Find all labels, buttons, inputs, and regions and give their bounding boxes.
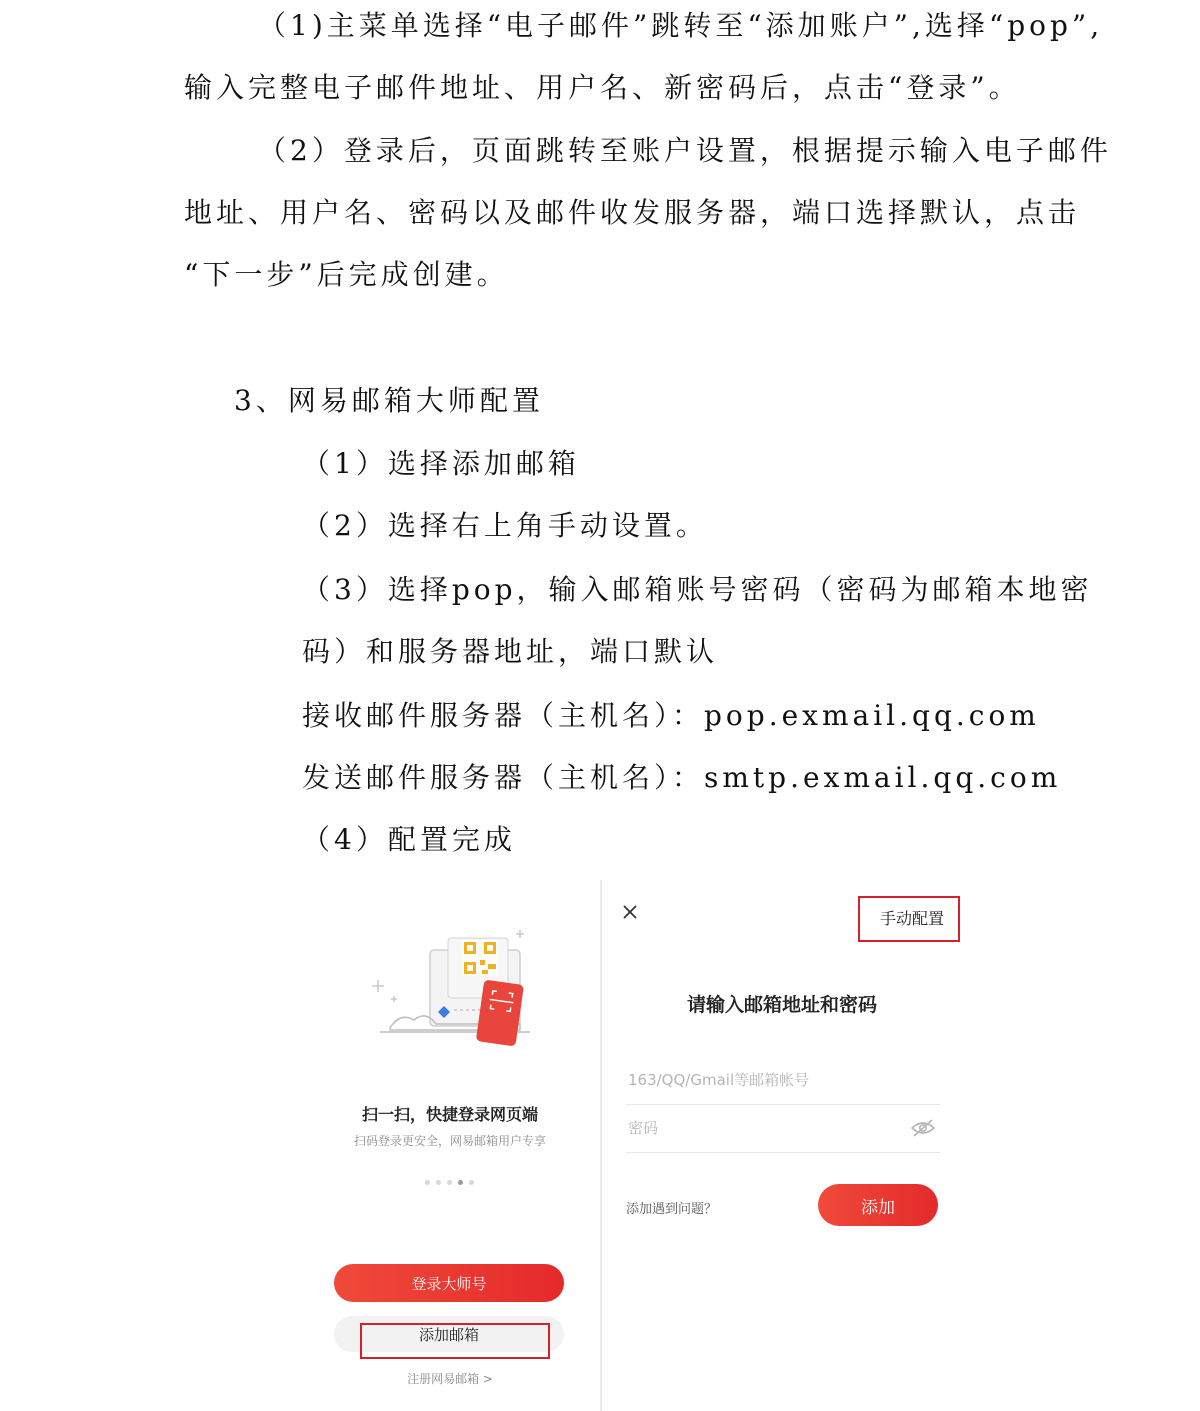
scan-subtitle: 扫码登录更安全，网易邮箱用户专享 [353, 1134, 546, 1148]
carousel-dot[interactable] [469, 1180, 474, 1185]
substep-4: （4）配置完成 [302, 823, 516, 856]
login-master-account-button[interactable]: 登录大师号 [334, 1264, 564, 1302]
carousel-dot[interactable] [447, 1180, 452, 1185]
substep-1: （1）选择添加邮箱 [302, 447, 580, 480]
incoming-server-line: 接收邮件服务器（主机名）：pop.exmail.qq.com [302, 699, 1040, 732]
substep-2: （2）选择右上角手动设置。 [302, 509, 708, 542]
screenshot-left-add-mailbox [330, 880, 600, 1411]
screenshot-right-login-form [602, 880, 962, 1411]
carousel-dot[interactable] [436, 1180, 441, 1185]
add-help-link[interactable]: 添加遇到问题？ [626, 1202, 718, 1217]
substep-3-line2: 码）和服务器地址，端口默认 [302, 635, 719, 668]
paragraph-step2-line2: 地址、用户名、密码以及邮件收发服务器，端口选择默认，点击 [184, 196, 1081, 229]
register-netease-link[interactable]: 注册网易邮箱 > [407, 1372, 493, 1386]
section-heading: 3、网易邮箱大师配置 [234, 384, 544, 417]
scan-login-illustration [370, 920, 540, 1050]
account-field [626, 1056, 940, 1105]
outgoing-server-line: 发送邮件服务器（主机名）：smtp.exmail.qq.com [302, 761, 1062, 794]
close-icon[interactable] [620, 902, 640, 922]
add-mailbox-button[interactable]: 添加邮箱 [334, 1316, 564, 1352]
eye-off-icon[interactable] [910, 1118, 936, 1138]
substep-3-line1: （3）选择pop，输入邮箱账号密码（密码为邮箱本地密 [302, 573, 1093, 606]
carousel-indicator [425, 1180, 474, 1185]
paragraph-step1-line1: （1)主菜单选择“电子邮件”跳转至“添加账户”,选择“pop”, [258, 9, 1104, 42]
paragraph-step2-line3: “下一步”后完成创建。 [184, 258, 509, 291]
password-input[interactable] [626, 1118, 890, 1138]
form-title: 请输入邮箱地址和密码 [686, 994, 877, 1016]
highlight-box-add-mailbox [360, 1323, 550, 1359]
password-field [626, 1104, 940, 1153]
carousel-dot[interactable] [425, 1180, 430, 1185]
account-input[interactable] [626, 1070, 890, 1090]
scan-title: 扫一扫，快捷登录网页端 [361, 1105, 538, 1124]
paragraph-step1-line2: 输入完整电子邮件地址、用户名、新密码后，点击“登录”。 [184, 71, 1021, 104]
paragraph-step2-line1: （2）登录后，页面跳转至账户设置，根据提示输入电子邮件 [258, 134, 1112, 167]
add-button[interactable]: 添加 [818, 1184, 938, 1226]
highlight-box-manual-config [858, 896, 960, 942]
manual-config-button[interactable]: 手动配置 [880, 909, 945, 928]
carousel-dot-active[interactable] [458, 1180, 463, 1185]
